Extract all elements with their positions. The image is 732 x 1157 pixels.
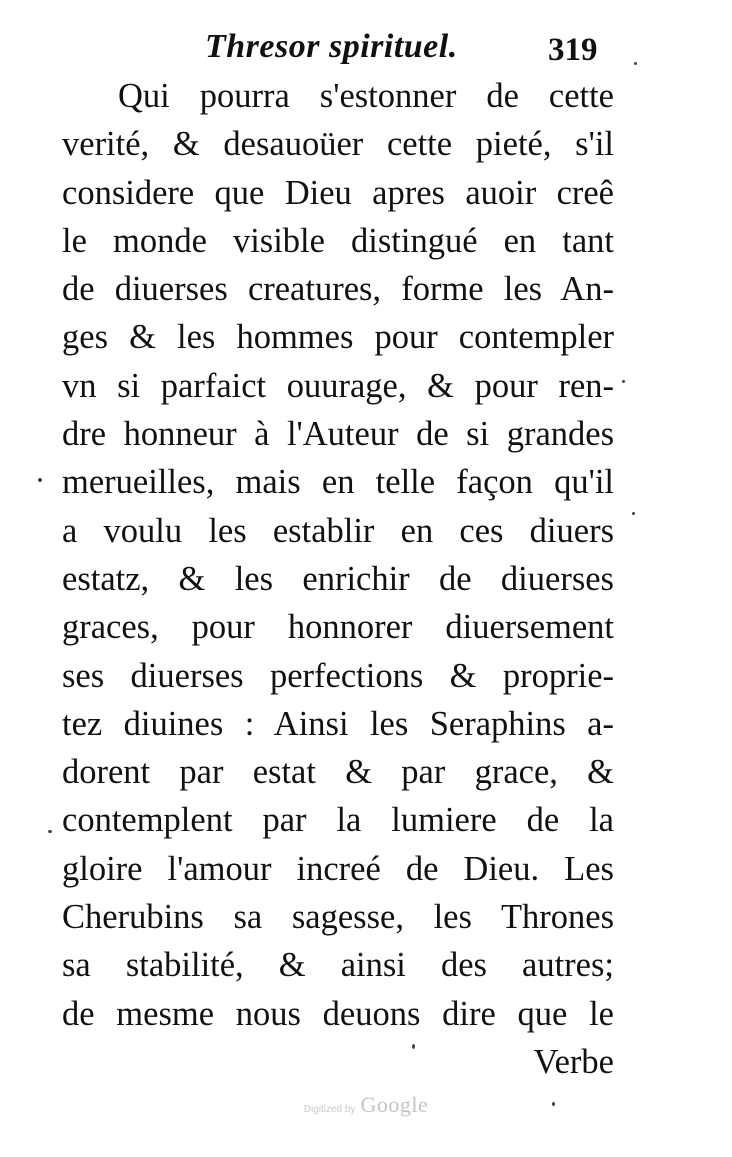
catchword: Verbe (533, 1042, 614, 1081)
watermark-brand: Google (360, 1092, 429, 1117)
ink-speck (412, 1044, 415, 1049)
text-line: a voulu les establir en ces diuers (62, 511, 614, 550)
text-line: vn si parfaict ouurage, & pour ren- (62, 366, 614, 405)
ink-speck (622, 380, 625, 383)
text-line: contemplent par la lumiere de la (62, 801, 614, 840)
ink-speck (632, 512, 635, 515)
watermark-label: Digitized by (303, 1104, 356, 1115)
body-text (62, 72, 614, 1086)
ink-speck (38, 478, 42, 482)
text-line: tez diuines : Ainsi les Seraphins a- (62, 704, 614, 743)
text-line: merueilles, mais en telle façon qu'il (62, 463, 614, 502)
ink-speck (552, 1102, 555, 1106)
digitization-watermark (0, 1092, 732, 1118)
text-line: ges & les hommes pour contempler (62, 318, 614, 357)
text-line: estatz, & les enrichir de diuerses (62, 559, 614, 598)
text-line: de mesme nous deuons dire que le (62, 994, 614, 1033)
running-title: Thresor spirituel. (205, 28, 458, 65)
ink-speck (48, 830, 52, 833)
text-line: Qui pourra s'estonner de cette (118, 77, 614, 115)
text-line: sa stabilité, & ainsi des autres; (62, 946, 614, 985)
text-line: dre honneur à l'Auteur de si grandes (62, 415, 614, 454)
ink-speck (634, 62, 637, 65)
page-header (0, 18, 732, 68)
text-line: Cherubins sa sagesse, les Thrones (62, 898, 614, 937)
text-line: gloire l'amour increé de Dieu. Les (62, 849, 614, 888)
text-line: verité, & desauoüer cette pieté, s'il (62, 125, 614, 164)
page-number: 319 (548, 32, 598, 68)
text-line: graces, pour honnorer diuersement (62, 608, 614, 647)
text-line: ses diuerses perfections & proprie- (62, 656, 614, 695)
text-line: de diuerses creatures, forme les An- (62, 270, 614, 309)
text-line: considere que Dieu apres auoir creê (62, 173, 614, 212)
text-line: dorent par estat & par grace, & (62, 753, 614, 792)
text-line: le monde visible distingué en tant (62, 221, 614, 260)
